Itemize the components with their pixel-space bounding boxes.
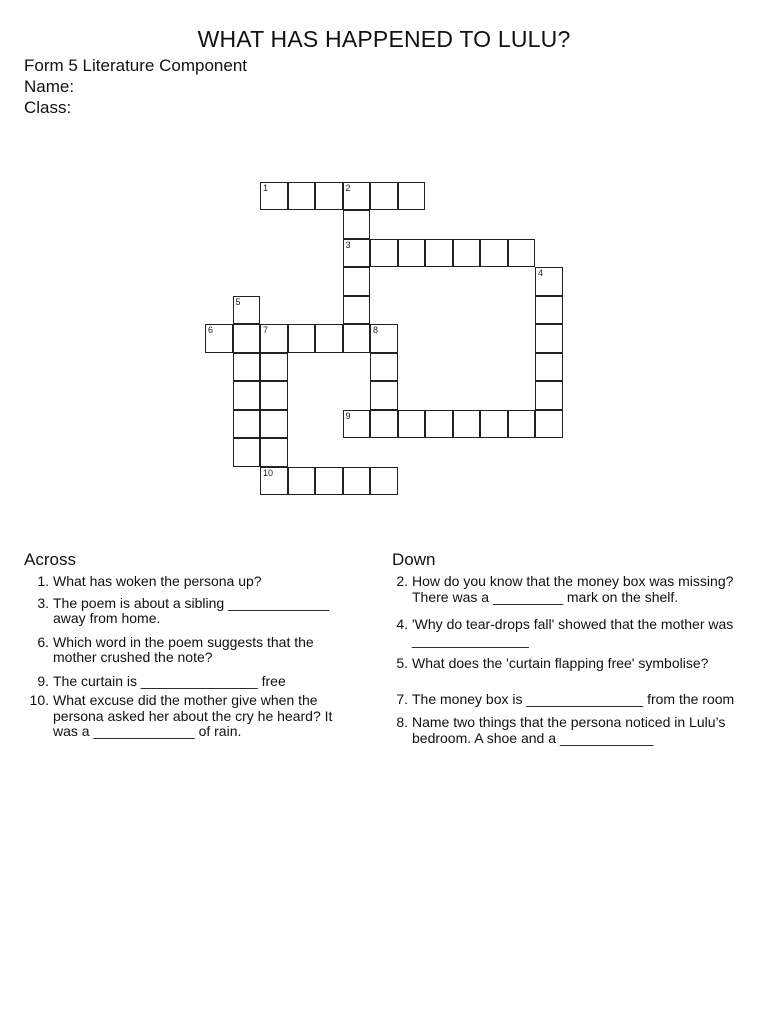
clue-text: The poem is about a sibling _____________ away from home.: [53, 594, 330, 626]
crossword-cell[interactable]: [508, 239, 536, 268]
clue-number-label: 1: [263, 182, 269, 193]
worksheet-title: WHAT HAS HAPPENED TO LULU?: [197, 26, 571, 52]
clue-text: 'Why do tear-drops fall' showed that the mother was _______________: [412, 616, 734, 648]
crossword-cell[interactable]: [343, 467, 371, 496]
crossword-cell[interactable]: [260, 410, 288, 439]
down-clues: [383, 574, 738, 751]
crossword-cell[interactable]: [343, 324, 371, 353]
clue-text: What excuse did the mother give when the persona asked her about the cry he heard? It was a _____________ of rain.: [53, 692, 333, 739]
crossword-cell[interactable]: [453, 239, 481, 268]
crossword-cell[interactable]: [370, 182, 398, 211]
clue-text: Name two things that the persona noticed in Lulu’s bedroom. A shoe and a ____________: [412, 714, 726, 746]
name-label: Name:: [24, 77, 75, 96]
crossword-cell[interactable]: [288, 324, 316, 353]
crossword-cell[interactable]: [233, 324, 261, 353]
across-heading: Across: [24, 550, 76, 569]
crossword-cell[interactable]: [233, 353, 261, 382]
clue-text: The curtain is _______________ free: [53, 672, 286, 689]
clue-number: 3.: [37, 594, 49, 611]
crossword-cell[interactable]: [260, 438, 288, 467]
clue-number-label: 10: [263, 467, 274, 478]
crossword-cell[interactable]: [535, 381, 563, 410]
crossword-cell[interactable]: [535, 267, 563, 296]
clue-number-label: 8: [373, 325, 379, 335]
clue-down-2: [383, 574, 738, 605]
clue-down-8: [383, 715, 738, 746]
crossword-cell[interactable]: [260, 182, 288, 211]
crossword-cell[interactable]: [398, 182, 426, 211]
down-heading: Down: [392, 550, 436, 569]
crossword-cell[interactable]: [370, 467, 398, 496]
clue-across-9: [24, 674, 342, 690]
crossword-cell[interactable]: [315, 182, 343, 211]
crossword-cell[interactable]: [425, 410, 453, 439]
crossword-cell[interactable]: [288, 467, 316, 496]
clue-number-label: 7: [263, 325, 269, 335]
crossword-cell[interactable]: [205, 324, 233, 353]
crossword-cell[interactable]: [343, 239, 371, 268]
crossword-cell[interactable]: [398, 410, 426, 439]
crossword-cell[interactable]: [233, 438, 261, 467]
crossword-cell[interactable]: [343, 410, 371, 439]
crossword-cell[interactable]: [288, 182, 316, 211]
crossword-cell[interactable]: [480, 239, 508, 268]
clue-number-label: 3: [345, 239, 351, 250]
clue-down-7: [383, 692, 738, 708]
crossword-cell[interactable]: [535, 296, 563, 325]
crossword-cell[interactable]: [233, 381, 261, 410]
crossword-cell[interactable]: [480, 410, 508, 439]
crossword-cell[interactable]: [260, 324, 288, 353]
clue-text: The money box is _______________ from the room: [412, 690, 735, 707]
crossword-cell[interactable]: [315, 467, 343, 496]
crossword-cell[interactable]: [233, 296, 261, 325]
clue-across-1: [24, 574, 342, 590]
crossword-cell[interactable]: [260, 467, 288, 496]
crossword-cell[interactable]: [370, 381, 398, 410]
clue-across-10: [24, 693, 342, 740]
crossword-cell[interactable]: [370, 239, 398, 268]
crossword-cell[interactable]: [425, 239, 453, 268]
crossword-cell[interactable]: [370, 410, 398, 439]
clue-number: 7.: [396, 690, 408, 707]
clue-text: Which word in the poem suggests that the mother crushed the note?: [53, 633, 314, 665]
crossword-cell[interactable]: [508, 410, 536, 439]
crossword-cell[interactable]: [343, 267, 371, 296]
clue-text: What does the 'curtain flapping free' symbolise?: [412, 655, 709, 671]
clue-number: 6.: [37, 633, 49, 650]
across-clues: [24, 574, 342, 745]
clue-number: 10.: [29, 692, 49, 708]
crossword-cell[interactable]: [535, 353, 563, 382]
clue-number-label: 2: [345, 182, 351, 193]
clue-across-3: [24, 596, 342, 627]
crossword-cell[interactable]: [343, 210, 371, 239]
clue-number: 4.: [396, 616, 408, 632]
clue-number: 8.: [396, 714, 408, 730]
crossword-cell[interactable]: [260, 353, 288, 382]
crossword-cell[interactable]: [343, 182, 371, 211]
subtitle-form: Form 5 Literature Component: [24, 56, 247, 75]
clue-down-4: [383, 617, 738, 648]
crossword-cell[interactable]: [535, 324, 563, 353]
clue-number-label: 4: [538, 268, 544, 278]
clue-number: 2.: [396, 573, 408, 589]
clue-number-label: 9: [345, 410, 351, 421]
crossword-cell[interactable]: [398, 239, 426, 268]
crossword-cell[interactable]: [453, 410, 481, 439]
clue-down-5: [383, 656, 738, 672]
crossword-cell[interactable]: [315, 324, 343, 353]
clue-number: 9.: [37, 672, 49, 689]
crossword-cell[interactable]: [260, 381, 288, 410]
crossword-cell[interactable]: [343, 296, 371, 325]
crossword-cell[interactable]: [370, 353, 398, 382]
clue-across-6: [24, 635, 342, 666]
clue-number-label: 5: [235, 296, 241, 307]
crossword-cell[interactable]: [370, 324, 398, 353]
clue-number: 1.: [37, 573, 49, 589]
clue-text: What has woken the persona up?: [53, 573, 262, 589]
class-label: Class:: [24, 98, 72, 117]
clue-number-label: 6: [208, 325, 214, 335]
crossword-cell[interactable]: [535, 410, 563, 439]
clue-number: 5.: [396, 655, 408, 671]
crossword-cell[interactable]: [233, 410, 261, 439]
clue-text: How do you know that the money box was missing? There was a _________ mark on the shelf.: [412, 573, 734, 605]
